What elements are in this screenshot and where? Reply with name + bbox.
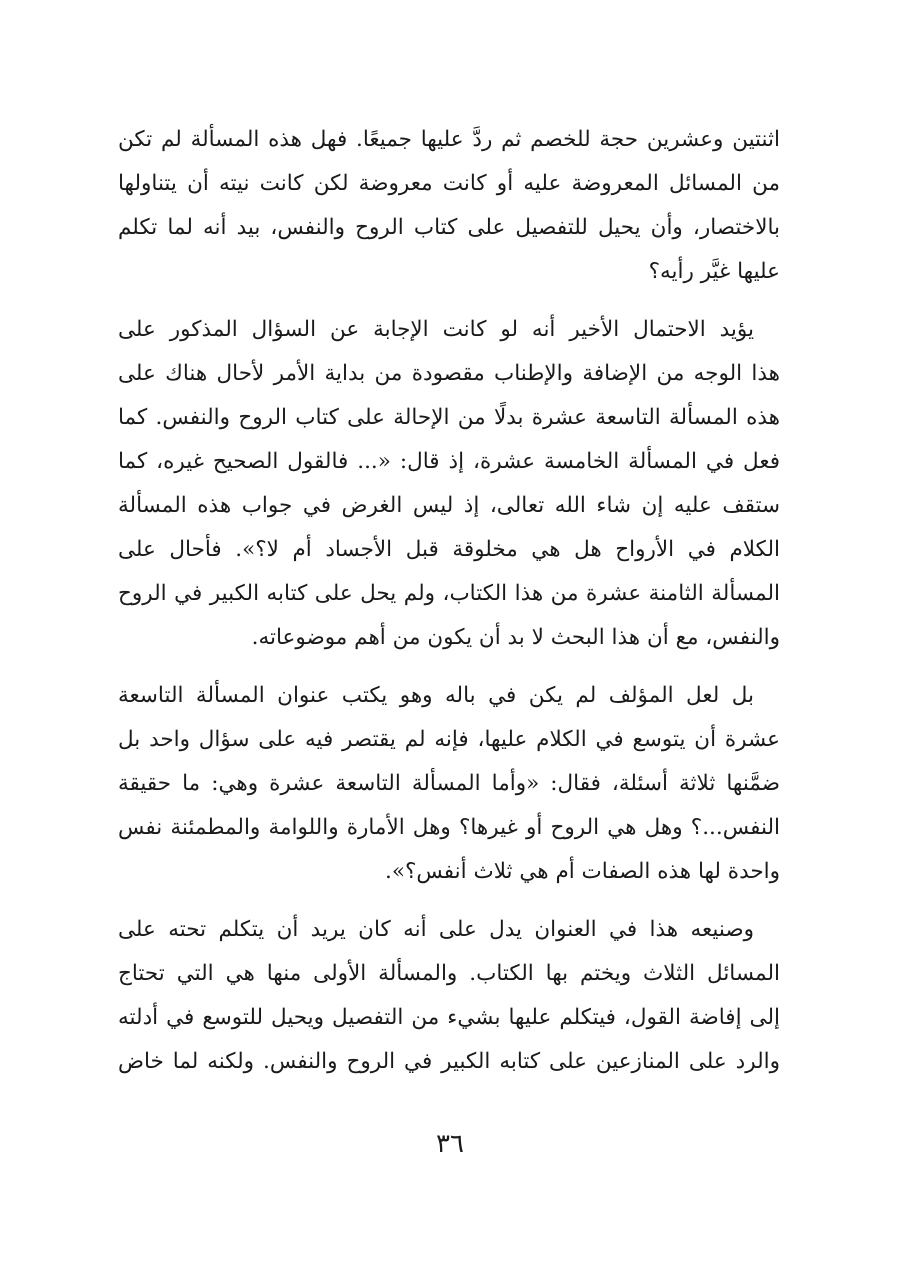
paragraph-4	[118, 908, 780, 1084]
text-line: بل لعل المؤلف لم يكن في باله وهو يكتب عنوان المسألة التاسعة	[118, 683, 754, 708]
body-text	[118, 118, 780, 1084]
text-line: فعل في المسألة الخامسة عشرة، إذ قال: «... فالقول الصحيح غيره، كما	[118, 449, 780, 474]
text-line: هذا الوجه من الإضافة والإطناب مقصودة من بداية الأمر لأحال هناك على	[118, 361, 780, 386]
text-line: ضمَّنها ثلاثة أسئلة، فقال: «وأما المسألة التاسعة عشرة وهي: ما حقيقة	[118, 771, 780, 796]
text-line: الكلام في الأرواح هل هي مخلوقة قبل الأجساد أم لا؟». فأحال على	[118, 537, 780, 562]
text-line: عشرة أن يتوسع في الكلام عليها، فإنه لم يقتصر فيه على سؤال واحد بل	[118, 727, 780, 752]
page-number: ٣٦	[436, 1129, 464, 1159]
text-line: والرد على المنازعين على كتابه الكبير في الروح والنفس. ولكنه لما خاض	[118, 1049, 780, 1074]
paragraph-3	[118, 674, 780, 894]
text-line: واحدة لها هذه الصفات أم هي ثلاث أنفس؟».	[384, 859, 780, 884]
text-line: اثنتين وعشرين حجة للخصم ثم ردَّ عليها جميعًا. فهل هذه المسألة لم تكن	[118, 127, 780, 152]
text-line: عليها غيَّر رأيه؟	[648, 259, 780, 284]
text-line: يؤيد الاحتمال الأخير أنه لو كانت الإجابة عن السؤال المذكور على	[118, 317, 754, 342]
paragraph-2	[118, 308, 780, 660]
text-line: وصنيعه هذا في العنوان يدل على أنه كان يريد أن يتكلم تحته على	[118, 917, 754, 942]
text-line: ستقف عليه إن شاء الله تعالى، إذ ليس الغرض في جواب هذه المسألة	[118, 493, 780, 518]
text-line: والنفس، مع أن هذا البحث لا بد أن يكون من أهم موضوعاته.	[251, 625, 780, 650]
paragraph-1	[118, 118, 780, 294]
text-line: إلى إفاضة القول، فيتكلم عليها بشيء من التفصيل ويحيل للتوسع في أدلته	[118, 1005, 780, 1030]
text-line: بالاختصار، وأن يحيل للتفصيل على كتاب الروح والنفس، بيد أنه لما تكلم	[118, 215, 780, 240]
text-line: النفس...؟ وهل هي الروح أو غيرها؟ وهل الأمارة واللوامة والمطمئنة نفس	[118, 815, 780, 840]
text-line: من المسائل المعروضة عليه أو كانت معروضة لكن كانت نيته أن يتناولها	[118, 171, 780, 196]
text-line: المسائل الثلاث ويختم بها الكتاب. والمسألة الأولى منها هي التي تحتاج	[118, 961, 780, 986]
text-line: المسألة الثامنة عشرة من هذا الكتاب، ولم يحل على كتابه الكبير في الروح	[118, 581, 780, 606]
text-line: هذه المسألة التاسعة عشرة بدلًا من الإحالة على كتاب الروح والنفس. كما	[118, 405, 780, 430]
